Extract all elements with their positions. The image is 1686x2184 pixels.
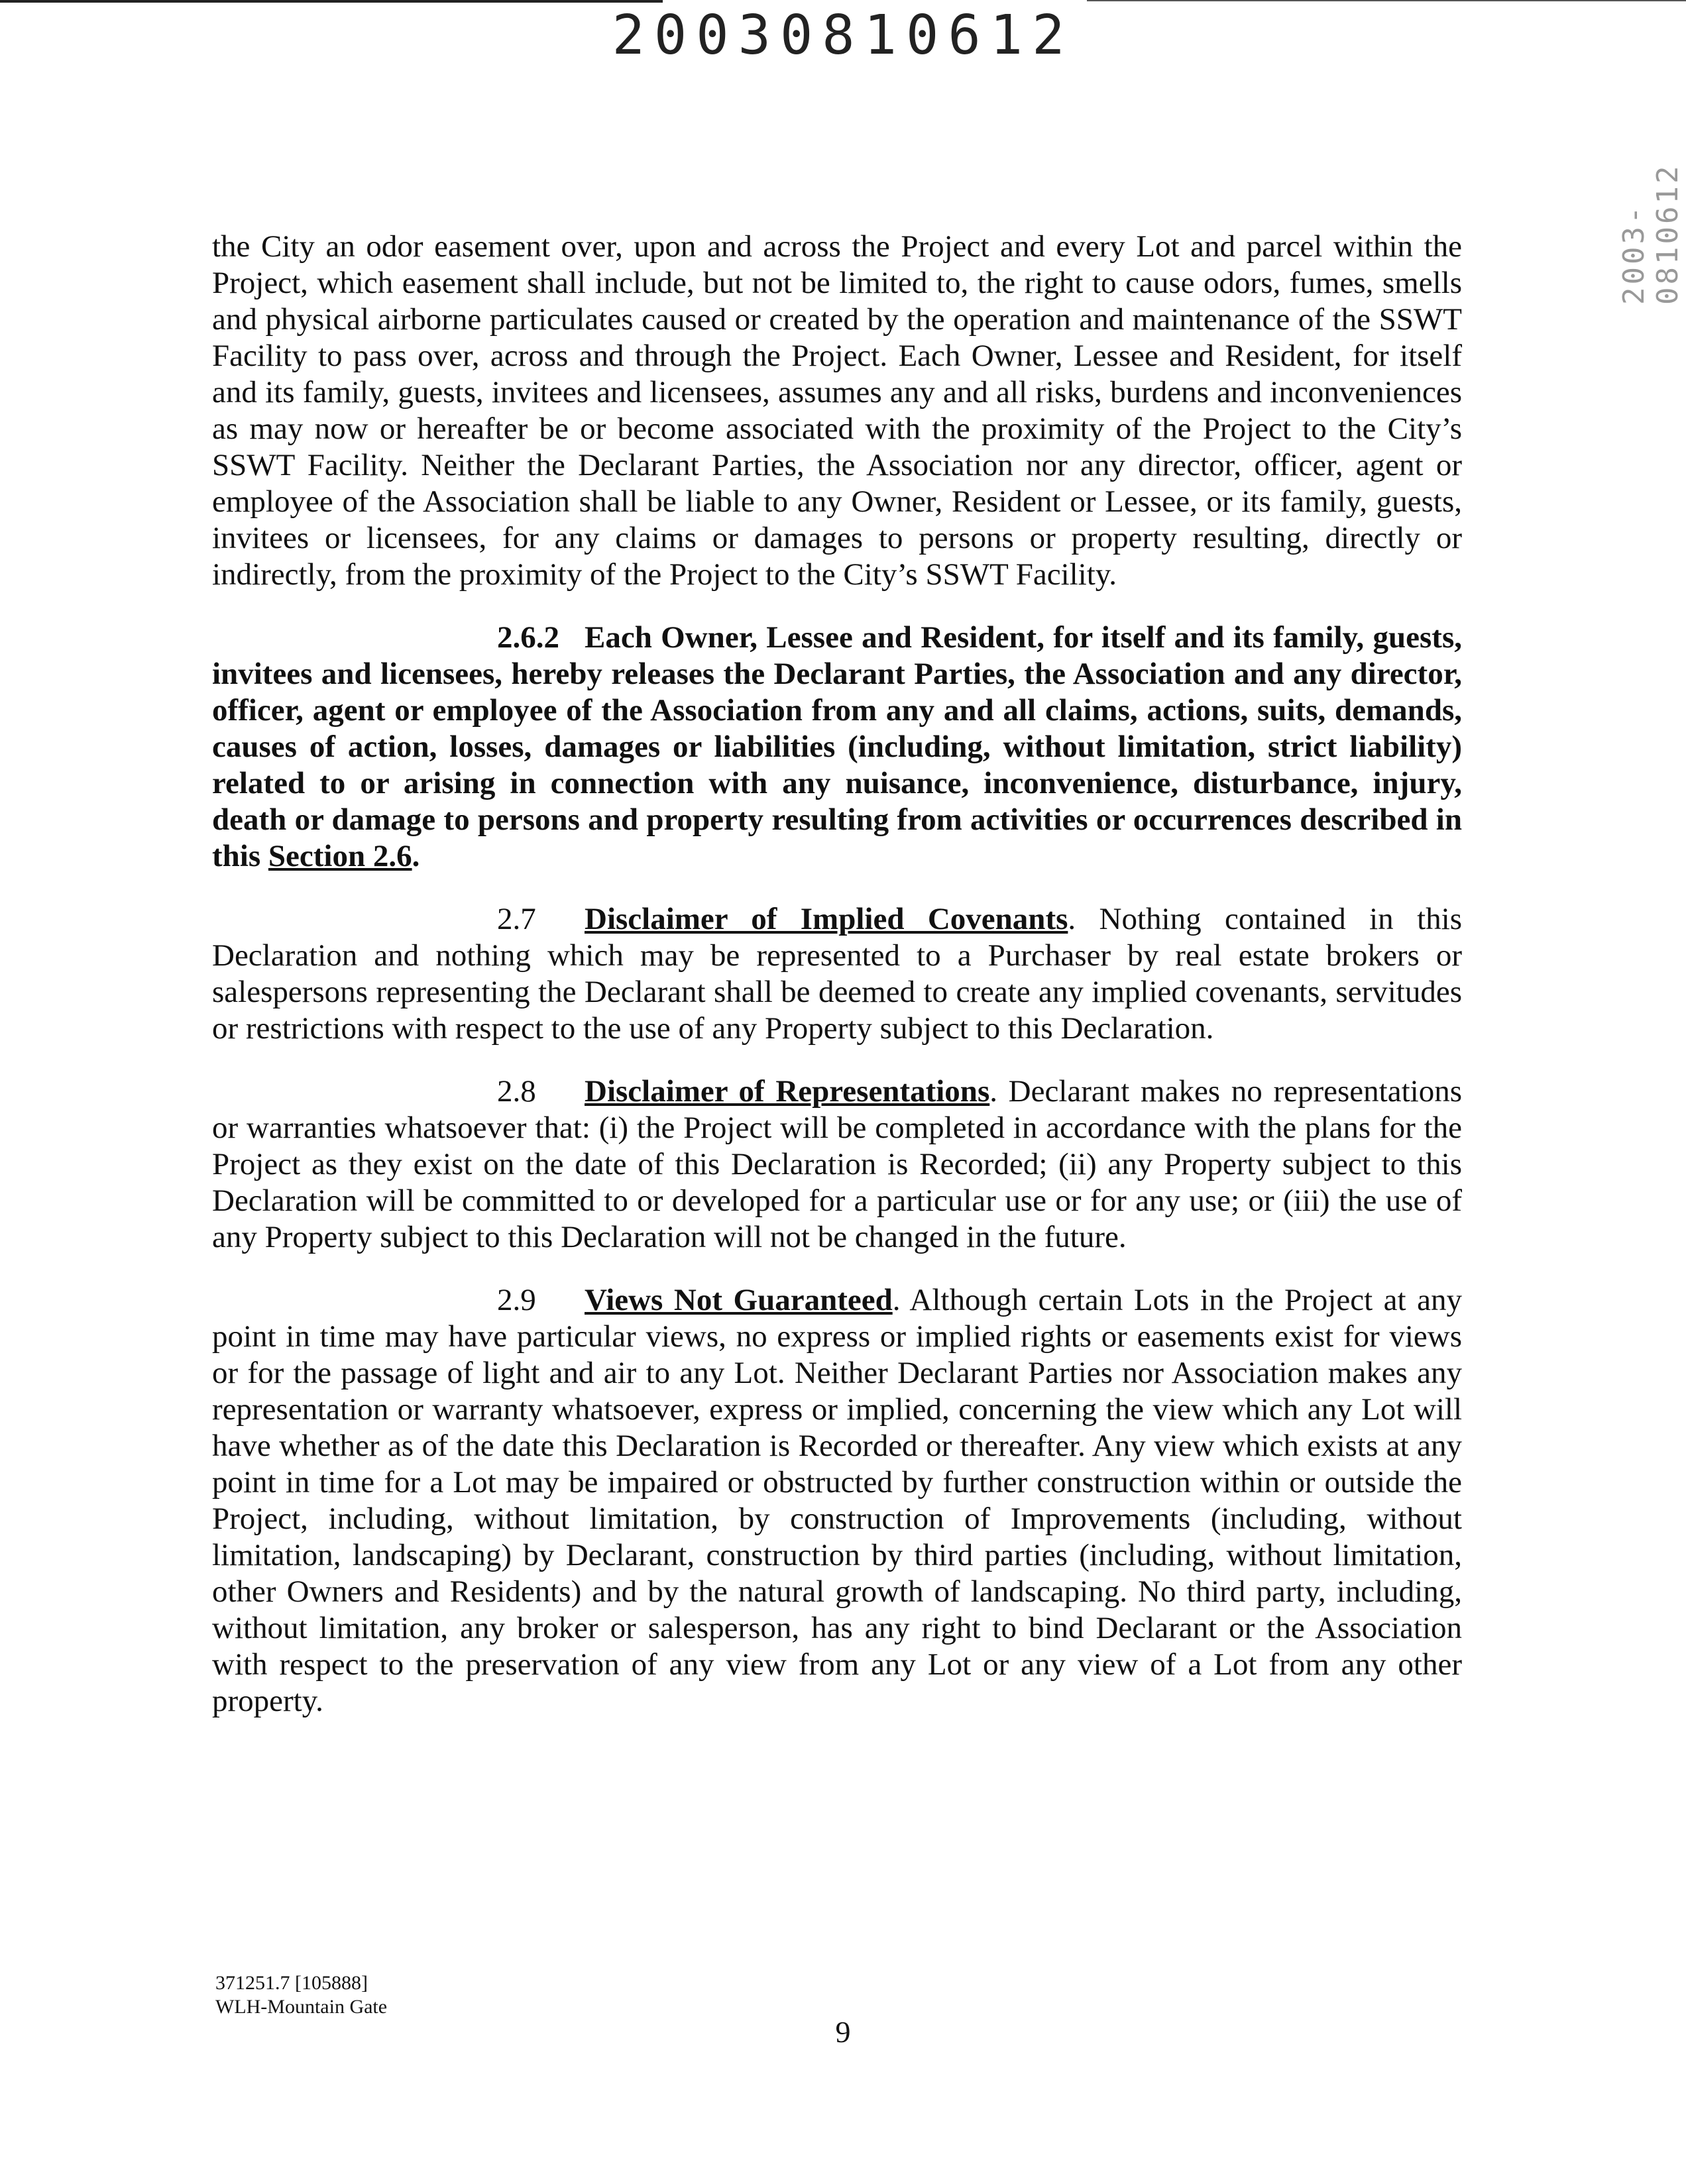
top-rule <box>0 0 663 3</box>
section-2-9 <box>212 1282 1462 1720</box>
section-heading: Views Not Guaranteed <box>585 1283 893 1317</box>
section-reference: Section 2.6 <box>268 839 412 873</box>
document-body <box>212 229 1462 1746</box>
section-text: . Declarant makes no representations or warranties whatsoever that: (i) the Project will be completed in accordance with the plans for the Project as they exist on the date of this Declaration is Recorded; (ii) any Property subject to this Declaration will be committed to or developed for a particular use or for any use; or (iii) the use of any Property subject to this Declaration will not be changed in the future. <box>212 1074 1462 1254</box>
top-rule-right <box>1087 0 1686 1</box>
section-number: 2.9 <box>497 1283 536 1317</box>
section-2-7 <box>212 901 1462 1047</box>
section-text: Each Owner, Lessee and Resident, for itself and its family, guests, invitees and licensees, hereby releases the Declarant Parties, the Association and any director, officer, agent or employee of the Association from any and all claims, actions, suits, demands, causes of action, losses, damages or liabilities (including, without limitation, strict liability) related to or arising in connection with any nuisance, inconvenience, disturbance, injury, death or damage to persons and property resulting from activities or occurrences described in this <box>212 620 1462 873</box>
paragraph-odor-easement: the City an odor easement over, upon and across the Project and every Lot and parcel within the Project, which easement shall include, but not be limited to, the right to cause odors, fumes, smells and physical airborne particulates caused or created by the operation and maintenance of the SSWT Facility to pass over, across and through the Project. Each Owner, Lessee and Resident, for itself and its family, guests, invitees and licensees, assumes any and all risks, burdens and inconveniences as may now or hereafter be or become associated with the proximity of the Project to the City’s SSWT Facility. Neither the Declarant Parties, the Association nor any director, officer, agent or employee of the Association shall be liable to any Owner, Resident or Lessee, or its family, guests, invitees or licensees, for any claims or damages to persons or property resulting, directly or indirectly, from the proximity of the Project to the City’s SSWT Facility. <box>212 229 1462 592</box>
section-text: . Although certain Lots in the Project at any point in time may have particular views, no express or implied rights or easements exist for views or for the passage of light and air to any Lot. Neither Declarant Parties nor Association makes any representation or warranty whatsoever, express or implied, concerning the view which any Lot will have whether as of the date this Declaration is Recorded or thereafter. Any view which exists at any point in time for a Lot may be impaired or obstructed by further construction within or outside the Project, including, without limitation, by construction of Improvements (including, without limitation, landscaping) by Declarant, construction by third parties (including, without limitation, other Owners and Residents) and by the natural growth of landscaping. No third party, including, without limitation, any broker or salesperson, has any right to bind Declarant or the Association with respect to the preservation of any view from any Lot or any view of a Lot from any other property. <box>212 1283 1462 1718</box>
section-end: . <box>412 839 420 873</box>
section-heading: Disclaimer of Representations <box>585 1074 990 1109</box>
section-number: 2.6.2 <box>497 620 559 655</box>
section-number: 2.8 <box>497 1074 536 1109</box>
margin-stamp: 2003-0810612 <box>1617 163 1685 305</box>
page-number: 9 <box>835 2015 851 2049</box>
footer <box>215 1971 387 2019</box>
document-number: 20030810612 <box>612 4 1074 67</box>
section-2-6-2 <box>212 620 1462 875</box>
section-2-8 <box>212 1073 1462 1256</box>
section-number: 2.7 <box>497 902 536 936</box>
footer-project: WLH-Mountain Gate <box>215 1996 388 2018</box>
footer-doc-id: 371251.7 [105888] <box>215 1972 368 1994</box>
section-heading: Disclaimer of Implied Covenants <box>585 902 1068 936</box>
section-text: . Nothing contained in this Declaration and nothing which may be represented to a Purchaser by real estate brokers or salespersons representing the Declarant shall be deemed to create any implied covenants, servitudes or restrictions with respect to the use of any Property subject to this Declaration. <box>212 902 1462 1046</box>
